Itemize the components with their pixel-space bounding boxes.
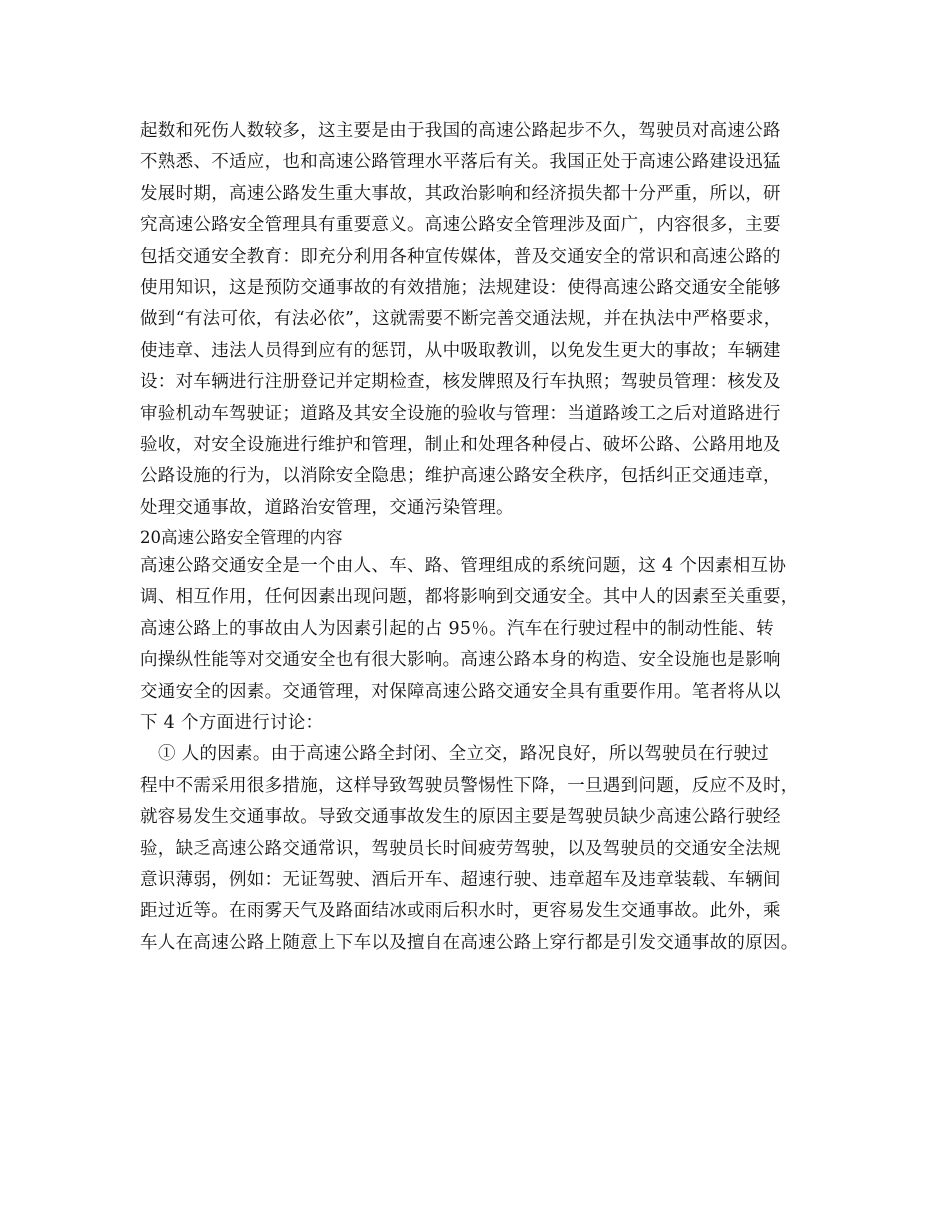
text-line: 程中不需采用很多措施，这样导致驾驶员警惕性下降，一旦遇到问题，反应不及时，	[140, 775, 799, 796]
text-line: 使违章、违法人员得到应有的惩罚，从中吸取教训，以免发生更大的事故；车辆建	[140, 340, 781, 361]
text-line: 距过近等。在雨雾天气及路面结冰或雨后积水时，更容易发生交通事故。此外，乘	[140, 901, 781, 922]
text-line: 设：对车辆进行注册登记并定期检查，核发牌照及行车执照；驾驶员管理：核发及	[140, 372, 781, 393]
text-line: 意识薄弱，例如：无证驾驶、酒后开车、超速行驶、违章超车及违章装载、车辆间	[140, 869, 781, 890]
text-line: 使用知识，这是预防交通事故的有效措施；法规建设：使得高速公路交通安全能够	[140, 277, 781, 298]
text-line: 就容易发生交通事故。导致交通事故发生的原因主要是驾驶员缺少高速公路行驶经	[140, 807, 781, 828]
text-line: 下 4 个方面进行讨论：	[140, 713, 324, 734]
text-line: 不熟悉、不适应，也和高速公路管理水平落后有关。我国正处于高速公路建设迅猛	[140, 152, 781, 173]
paragraph	[140, 551, 820, 739]
paragraph	[140, 116, 820, 524]
text-line: 验收，对安全设施进行维护和管理，制止和处理各种侵占、破坏公路、公路用地及	[140, 434, 781, 455]
text-line: 高速公路上的事故由人为因素引起的占 95％。汽车在行驶过程中的制动性能、转	[140, 618, 774, 639]
text-line: 交通安全的因素。交通管理，对保障高速公路交通安全具有重要作用。笔者将从以	[140, 681, 781, 702]
text-line: 公路设施的行为，以消除安全隐患；维护高速公路安全秩序，包括纠正交通违章，	[140, 466, 781, 487]
text-line: 调、相互作用，任何因素出现问题，都将影响到交通安全。其中人的因素至关重要，	[140, 587, 799, 608]
text-line: 做到“有法可依，有法必依”，这就需要不断完善交通法规，并在执法中严格要求，	[140, 309, 782, 330]
text-line: 究高速公路安全管理具有重要意义。高速公路安全管理涉及面广，内容很多，主要	[140, 215, 781, 236]
text-line: 高速公路交通安全是一个由人、车、路、管理组成的系统问题，这 4 个因素相互协	[140, 556, 787, 577]
document-body	[140, 116, 820, 959]
text-line: 起数和死伤人数较多，这主要是由于我国的高速公路起步不久，驾驶员对高速公路	[140, 121, 781, 141]
text-line: 车人在高速公路上随意上下车以及擅自在高速公路上穿行都是引发交通事故的原因。	[140, 932, 799, 953]
text-line: 发展时期，高速公路发生重大事故，其政治影响和经济损失都十分严重，所以，研	[140, 183, 781, 204]
text-line: 验，缺乏高速公路交通常识，驾驶员长时间疲劳驾驶，以及驾驶员的交通安全法规	[140, 838, 781, 859]
text-line: 向操纵性能等对交通安全也有很大影响。高速公路本身的构造、安全设施也是影响	[140, 650, 781, 671]
text-line: 包括交通安全教育：即充分利用各种宣传媒体，普及交通安全的常识和高速公路的	[140, 246, 781, 267]
text-line: ① 人的因素。由于高速公路全封闭、全立交，路况良好，所以驾驶员在行驶过	[158, 744, 770, 765]
section-heading: 20高速公路安全管理的内容	[140, 528, 343, 548]
text-line: 处理交通事故，道路治安管理，交通污染管理。	[140, 497, 514, 518]
paragraph	[140, 739, 820, 959]
text-line: 审验机动车驾驶证；道路及其安全设施的验收与管理：当道路竣工之后对道路进行	[140, 403, 781, 424]
